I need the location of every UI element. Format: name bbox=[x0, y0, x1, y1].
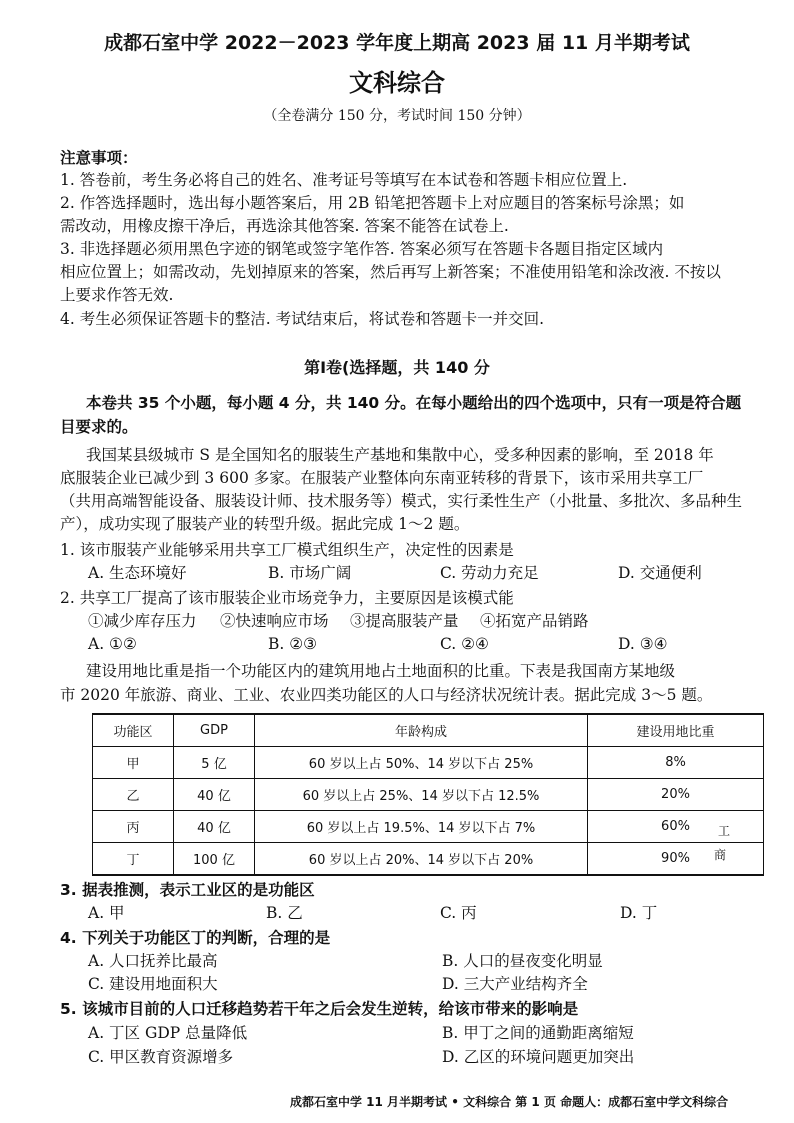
table-header-row bbox=[93, 714, 764, 747]
table-cell: 100 亿 bbox=[174, 843, 255, 876]
notice-line: 上要求作答无效. bbox=[60, 286, 174, 304]
option[interactable]: B. 乙 bbox=[266, 904, 303, 922]
option[interactable]: B. 人口的昼夜变化明显 bbox=[442, 952, 603, 970]
section-title: 第Ⅰ卷(选择题，共 140 分 bbox=[304, 358, 490, 377]
handwritten-mark: 工 bbox=[718, 824, 731, 838]
question-3-stem: 3. 据表推测，表示工业区的是功能区 bbox=[60, 881, 315, 899]
statement: ④拓宽产品销路 bbox=[480, 612, 589, 630]
option[interactable]: D. ③④ bbox=[618, 635, 668, 653]
table-cell: 乙 bbox=[93, 779, 174, 811]
notice-line: 需改动，用橡皮擦干净后，再选涂其他答案. 答案不能答在试卷上. bbox=[60, 217, 509, 235]
table-cell: 5 亿 bbox=[174, 747, 255, 779]
table-cell: 40 亿 bbox=[174, 779, 255, 811]
option[interactable]: D. 丁 bbox=[620, 904, 658, 922]
table-row bbox=[93, 779, 764, 811]
option[interactable]: C. 劳动力充足 bbox=[440, 564, 539, 582]
table-cell: 8% bbox=[588, 747, 764, 779]
table-row bbox=[93, 843, 764, 876]
question-1-stem: 1. 该市服装产业能够采用共享工厂模式组织生产，决定性的因素是 bbox=[60, 541, 514, 559]
option[interactable]: A. 生态环境好 bbox=[88, 564, 187, 582]
statement: ③提高服装产量 bbox=[350, 612, 459, 630]
question-3-options bbox=[88, 903, 778, 923]
statement: ②快速响应市场 bbox=[220, 612, 329, 630]
table-cell: 丁 bbox=[93, 843, 174, 876]
exam-title: 成都石室中学 2022－2023 学年度上期高 2023 届 11 月半期考试 bbox=[104, 32, 690, 54]
exam-note: （全卷满分 150 分，考试时间 150 分钟） bbox=[263, 108, 531, 124]
table-header: 功能区 bbox=[93, 714, 174, 747]
table-cell: 60 岁以上占 20%、14 岁以下占 20% bbox=[255, 843, 588, 876]
question-5-options-row1 bbox=[88, 1023, 778, 1043]
option[interactable]: A. 甲 bbox=[88, 904, 125, 922]
table-cell: 60 岁以上占 25%、14 岁以下占 12.5% bbox=[255, 779, 588, 811]
table-cell: 60% bbox=[588, 811, 764, 843]
option[interactable]: D. 乙区的环境问题更加突出 bbox=[442, 1048, 635, 1066]
notice-line: 4. 考生必须保证答题卡的整洁. 考试结束后，将试卷和答题卡一并交回. bbox=[60, 310, 544, 328]
table-row bbox=[93, 811, 764, 843]
table-cell: 40 亿 bbox=[174, 811, 255, 843]
table-cell: 60 岁以上占 19.5%、14 岁以下占 7% bbox=[255, 811, 588, 843]
option[interactable]: A. 人口抚养比最高 bbox=[88, 952, 218, 970]
table-cell: 60 岁以上占 50%、14 岁以下占 25% bbox=[255, 747, 588, 779]
option[interactable]: A. 丁区 GDP 总量降低 bbox=[88, 1024, 248, 1042]
option[interactable]: C. 建设用地面积大 bbox=[88, 975, 218, 993]
passage-line: （共用高端智能设备、服装设计师、技术服务等）模式，实行柔性生产（小批量、多批次、多品种生 bbox=[60, 492, 743, 510]
table-row bbox=[93, 747, 764, 779]
option[interactable]: B. 甲丁之间的通勤距离缩短 bbox=[442, 1024, 634, 1042]
question-4-options-row2 bbox=[88, 974, 778, 994]
table-cell: 20% bbox=[588, 779, 764, 811]
passage-line: 建设用地比重是指一个功能区内的建筑用地占土地面积的比重。下表是我国南方某地级 bbox=[86, 662, 676, 680]
question-2-statements bbox=[88, 611, 778, 631]
option[interactable]: B. 市场广阔 bbox=[268, 564, 352, 582]
notice-line: 3. 非选择题必须用黑色字迹的钢笔或签字笔作答. 答案必须写在答题卡各题目指定区域内 bbox=[60, 240, 664, 258]
option[interactable]: C. 甲区教育资源增多 bbox=[88, 1048, 234, 1066]
table-header: 建设用地比重 bbox=[588, 714, 764, 747]
option[interactable]: A. ①② bbox=[88, 635, 137, 653]
option[interactable]: D. 交通便利 bbox=[618, 564, 702, 582]
table-cell: 90% bbox=[588, 843, 764, 876]
question-1-options bbox=[88, 563, 778, 583]
option[interactable]: C. ②④ bbox=[440, 635, 489, 653]
handwritten-mark: 商 bbox=[714, 848, 727, 862]
notice-heading: 注意事项： bbox=[60, 149, 138, 167]
page-footer: 成都石室中学 11 月半期考试 • 文科综合 第 1 页 命题人：成都石室中学文科综合 bbox=[290, 1095, 729, 1109]
table-cell: 甲 bbox=[93, 747, 174, 779]
notice-line: 相应位置上；如需改动，先划掉原来的答案，然后再写上新答案；不准使用铅笔和涂改液. 不按以 bbox=[60, 263, 721, 281]
notice-line: 1. 答卷前，考生务必将自己的姓名、准考证号等填写在本试卷和答题卡相应位置上. bbox=[60, 171, 628, 189]
section-intro: 目要求的。 bbox=[60, 418, 138, 436]
subject-title: 文科综合 bbox=[349, 69, 445, 97]
table-header: GDP bbox=[174, 714, 255, 747]
question-2-stem: 2. 共享工厂提高了该市服装企业市场竞争力，主要原因是该模式能 bbox=[60, 589, 514, 607]
notice-line: 2. 作答选择题时，选出每小题答案后，用 2B 铅笔把答题卡上对应题目的答案标号涂黑；如 bbox=[60, 194, 685, 212]
passage-line: 产），成功实现了服装产业的转型升级。据此完成 1～2 题。 bbox=[60, 515, 470, 533]
table-cell: 丙 bbox=[93, 811, 174, 843]
option[interactable]: D. 三大产业结构齐全 bbox=[442, 975, 588, 993]
question-5-options-row2 bbox=[88, 1047, 778, 1067]
option[interactable]: B. ②③ bbox=[268, 635, 318, 653]
statement: ①减少库存压力 bbox=[88, 612, 197, 630]
passage-line: 我国某县级城市 S 是全国知名的服装生产基地和集散中心，受多种因素的影响，至 2018 年 bbox=[86, 446, 714, 464]
table-header: 年龄构成 bbox=[255, 714, 588, 747]
section-intro: 本卷共 35 个小题，每小题 4 分，共 140 分。在每小题给出的四个选项中，只有一项是符合题 bbox=[86, 394, 742, 412]
passage-line: 市 2020 年旅游、商业、工业、农业四类功能区的人口与经济状况统计表。据此完成 3～5 题。 bbox=[60, 686, 713, 704]
question-2-options bbox=[88, 634, 778, 654]
data-table bbox=[92, 713, 764, 876]
passage-line: 底服装企业已减少到 3 600 多家。在服装产业整体向东南亚转移的背景下，该市采用共享工厂 bbox=[60, 469, 704, 487]
question-4-stem: 4. 下列关于功能区丁的判断，合理的是 bbox=[60, 929, 331, 947]
option[interactable]: C. 丙 bbox=[440, 904, 477, 922]
question-4-options-row1 bbox=[88, 951, 778, 971]
question-5-stem: 5. 该城市目前的人口迁移趋势若干年之后会发生逆转，给该市带来的影响是 bbox=[60, 1000, 579, 1018]
